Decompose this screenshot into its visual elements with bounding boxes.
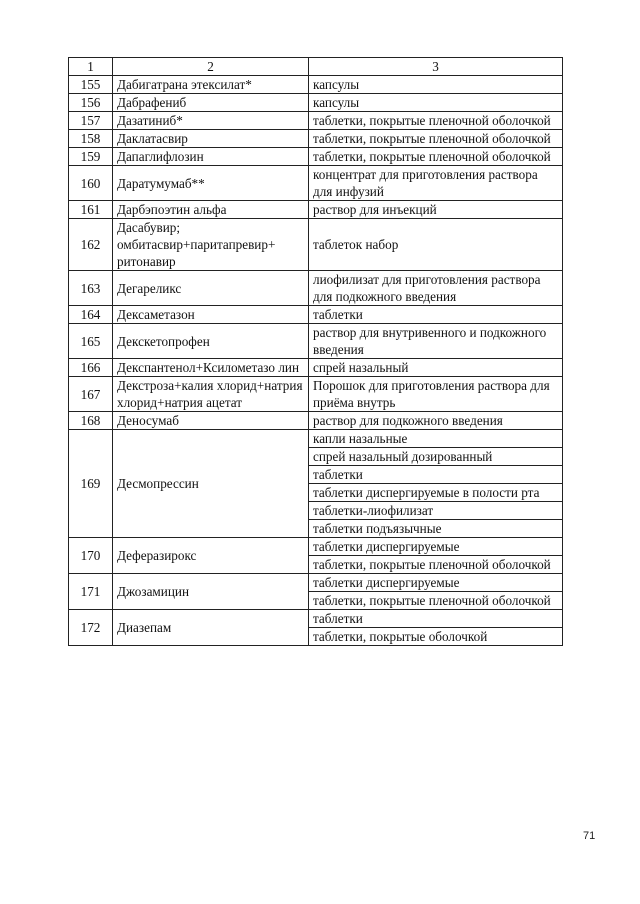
dosage-form: таблетки диспергируемые в полости рта	[309, 484, 563, 502]
table-header	[69, 58, 563, 76]
table-row	[69, 94, 563, 112]
drug-name: Дексаметазон	[113, 306, 309, 324]
header-col-2: 2	[113, 58, 309, 76]
row-number: 165	[69, 324, 113, 359]
drug-name: Даклатасвир	[113, 130, 309, 148]
row-number: 169	[69, 430, 113, 538]
dosage-form: таблетки подъязычные	[309, 520, 563, 538]
header-col-3: 3	[309, 58, 563, 76]
row-number: 158	[69, 130, 113, 148]
table-row	[69, 271, 563, 306]
dosage-form: спрей назальный дозированный	[309, 448, 563, 466]
row-number: 162	[69, 219, 113, 271]
table-row	[69, 538, 563, 556]
table-row	[69, 130, 563, 148]
table-row	[69, 430, 563, 448]
row-number: 168	[69, 412, 113, 430]
dosage-form: лиофилизат для приготовления раствора для подкожного введения	[309, 271, 563, 306]
header-row	[69, 58, 563, 76]
drug-table	[68, 57, 563, 646]
row-number: 167	[69, 377, 113, 412]
dosage-form: концентрат для приготовления раствора для инфузий	[309, 166, 563, 201]
dosage-form: таблетки, покрытые пленочной оболочкой	[309, 556, 563, 574]
row-number: 171	[69, 574, 113, 610]
drug-name: Даратумумаб**	[113, 166, 309, 201]
dosage-form: капсулы	[309, 76, 563, 94]
row-number: 156	[69, 94, 113, 112]
drug-name: Дабрафениб	[113, 94, 309, 112]
drug-name: Диазепам	[113, 610, 309, 646]
table-row	[69, 574, 563, 592]
table-row	[69, 201, 563, 219]
table-row	[69, 76, 563, 94]
table-row	[69, 112, 563, 130]
dosage-form: таблетки	[309, 466, 563, 484]
table-row	[69, 377, 563, 412]
row-number: 157	[69, 112, 113, 130]
drug-name: Дегареликс	[113, 271, 309, 306]
row-number: 166	[69, 359, 113, 377]
table-row	[69, 148, 563, 166]
dosage-form: таблетки, покрытые пленочной оболочкой	[309, 592, 563, 610]
dosage-form: таблетки	[309, 306, 563, 324]
table-row	[69, 359, 563, 377]
row-number: 170	[69, 538, 113, 574]
dosage-form: раствор для внутривенного и подкожного введения	[309, 324, 563, 359]
table-row	[69, 306, 563, 324]
dosage-form: таблетки диспергируемые	[309, 538, 563, 556]
row-number: 163	[69, 271, 113, 306]
drug-name: Дасабувир; омбитасвир+паритапревир+ ритонавир	[113, 219, 309, 271]
dosage-form: таблетки диспергируемые	[309, 574, 563, 592]
drug-name: Дабигатрана этексилат*	[113, 76, 309, 94]
table-row	[69, 412, 563, 430]
row-number: 172	[69, 610, 113, 646]
row-number: 161	[69, 201, 113, 219]
drug-name: Дарбэпоэтин альфа	[113, 201, 309, 219]
drug-name: Деферазирокс	[113, 538, 309, 574]
drug-name: Дазатиниб*	[113, 112, 309, 130]
dosage-form: таблетки	[309, 610, 563, 628]
dosage-form: раствор для подкожного введения	[309, 412, 563, 430]
dosage-form: спрей назальный	[309, 359, 563, 377]
drug-name: Декскетопрофен	[113, 324, 309, 359]
drug-name: Десмопрессин	[113, 430, 309, 538]
drug-name: Деносумаб	[113, 412, 309, 430]
table-row	[69, 610, 563, 628]
row-number: 159	[69, 148, 113, 166]
table-row	[69, 219, 563, 271]
dosage-form: капсулы	[309, 94, 563, 112]
dosage-form: таблетки, покрытые пленочной оболочкой	[309, 148, 563, 166]
header-col-1: 1	[69, 58, 113, 76]
table-row	[69, 166, 563, 201]
page-number: 71	[583, 830, 596, 842]
row-number: 164	[69, 306, 113, 324]
drug-name: Декстроза+калия хлорид+натрия хлорид+натрия ацетат	[113, 377, 309, 412]
table-body	[69, 76, 563, 646]
dosage-form: таблеток набор	[309, 219, 563, 271]
dosage-form: раствор для инъекций	[309, 201, 563, 219]
table-row	[69, 324, 563, 359]
drug-name: Джозамицин	[113, 574, 309, 610]
dosage-form: капли назальные	[309, 430, 563, 448]
dosage-form: таблетки, покрытые пленочной оболочкой	[309, 112, 563, 130]
dosage-form: таблетки, покрытые пленочной оболочкой	[309, 130, 563, 148]
dosage-form: таблетки, покрытые оболочкой	[309, 628, 563, 646]
dosage-form: таблетки-лиофилизат	[309, 502, 563, 520]
row-number: 155	[69, 76, 113, 94]
row-number: 160	[69, 166, 113, 201]
drug-name: Дапаглифлозин	[113, 148, 309, 166]
dosage-form: Порошок для приготовления раствора для приёма внутрь	[309, 377, 563, 412]
drug-name: Декспантенол+Ксилометазо лин	[113, 359, 309, 377]
